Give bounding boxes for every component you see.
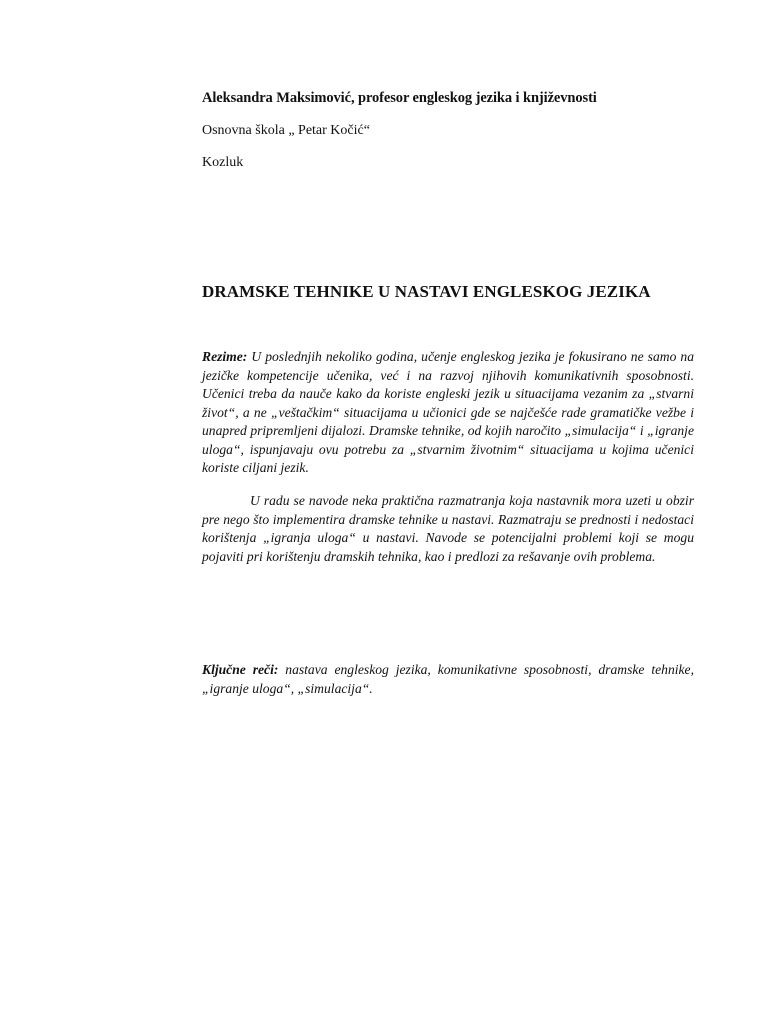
abstract-paragraph [202, 348, 694, 478]
city-line: Kozluk [202, 155, 244, 170]
keywords-paragraph [202, 661, 694, 698]
keywords-text: nastava engleskog jezika, komunikativne sposobnosti, dramske tehnike, „igranje uloga“, „simulacija“. [202, 662, 694, 696]
body-paragraph: U radu se navode neka praktična razmatranja koja nastavnik mora uzeti u obzir pre nego što implementira dramske tehnike u nastavi. Razmatraju se prednosti i nedostaci korištenja „igranja uloga“ u nastavi. Navode se potencijalni problemi koji se mogu pojaviti pri korištenju dramskih tehnika, kao i predlozi za rešavanje ovih problema. [202, 493, 694, 564]
keywords-label: Ključne reči: [202, 662, 279, 677]
document-title: DRAMSKE TEHNIKE U NASTAVI ENGLESKOG JEZIKA [202, 282, 651, 301]
school-line: Osnovna škola „ Petar Kočić“ [202, 123, 370, 138]
abstract-label: Rezime: [202, 349, 248, 364]
author-line: Aleksandra Maksimović, profesor engleskog jezika i književnosti [202, 90, 597, 106]
abstract-text: U poslednjih nekoliko godina, učenje engleskog jezika je fokusirano ne samo na jezičke kompetencije učenika, već i na razvoj njihovih komunikativnih sposobnosti. Učenici treba da nauče kako da koriste engleski jezik u situacijama vezanim za „stvarni život“, a ne „veštačkim“ situacijama u učionici gde se najčešće rade gramatičke vežbe i unapred pripremljeni dijalozi. Dramske tehnike, od kojih naročito „simulacija“ i „igranje uloga“, ispunjavaju ovu potrebu za „stvarnim životnim“ situacijama u kojima učenici koriste ciljani jezik. [202, 349, 694, 475]
